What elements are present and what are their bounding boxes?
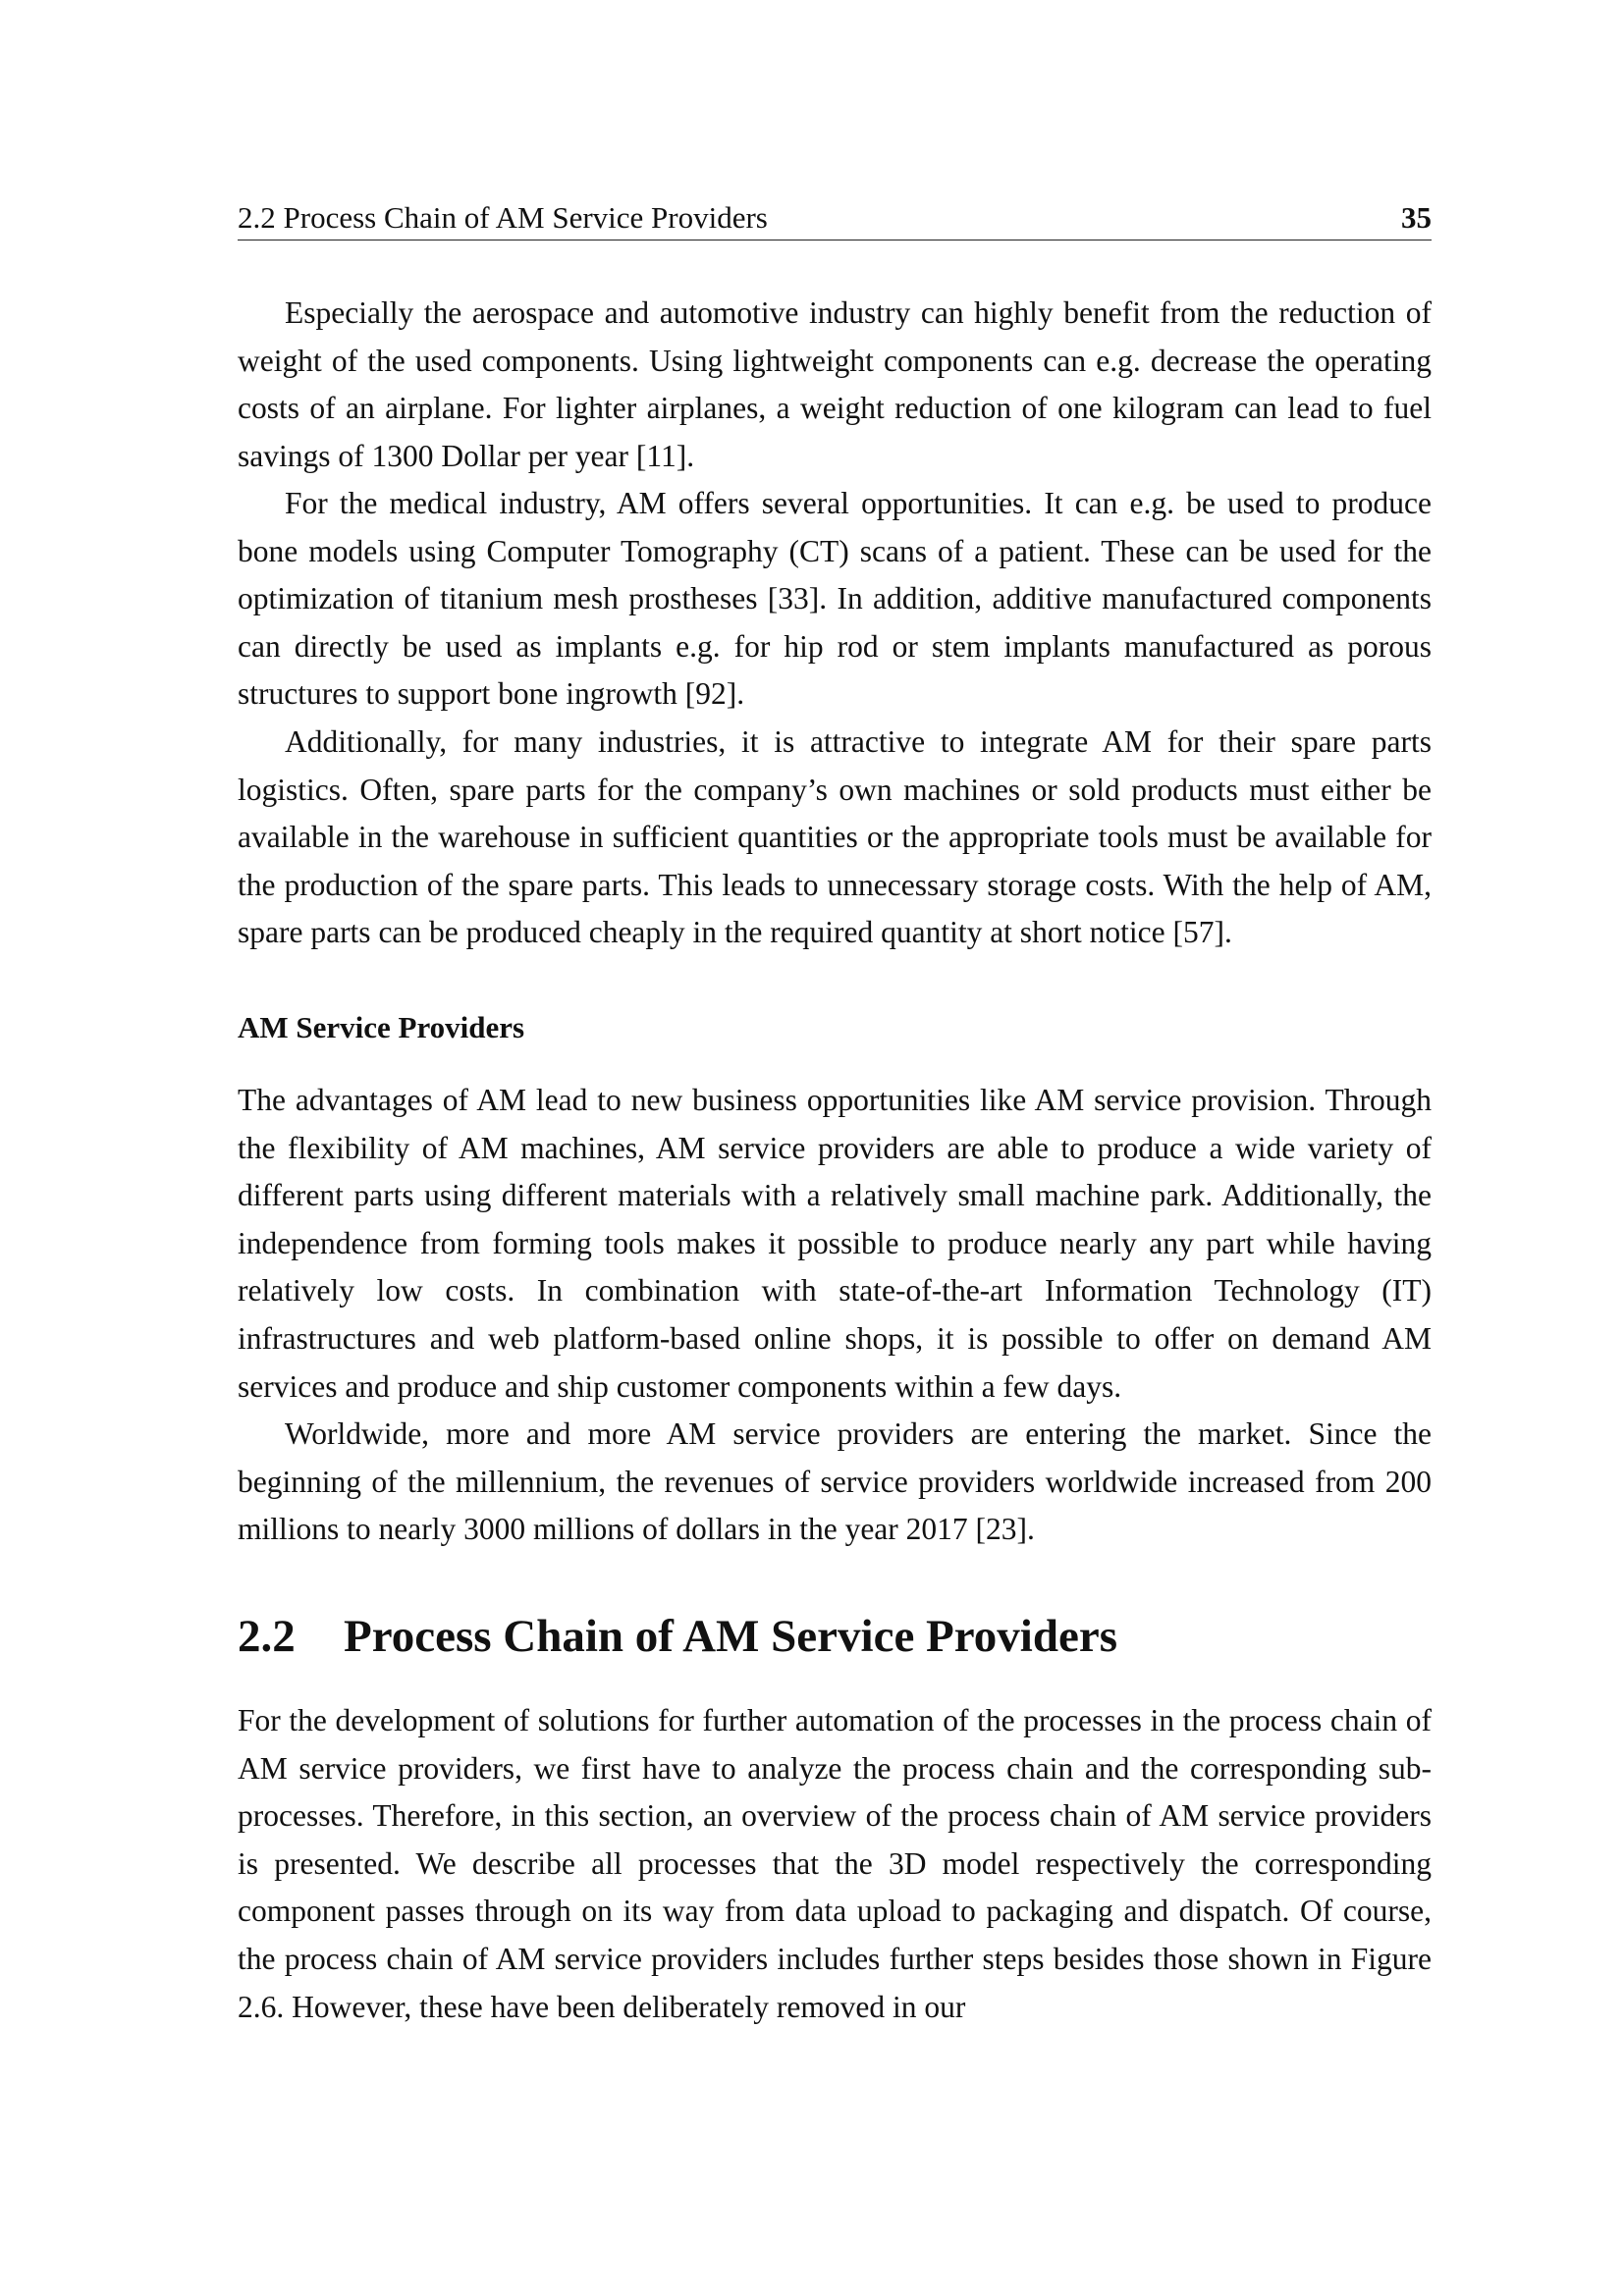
section-heading bbox=[238, 1607, 1117, 1666]
paragraph-spare-parts: Additionally, for many industries, it is attractive to integrate AM for their spare parts logistics. Often, spare parts for the company’s own machines or sold products must either be available in the warehouse in sufficient quantities or the appropriate tools must be available for the production of the spare parts. This leads to unnecessary storage costs. With the help of AM, spare parts can be produced cheaply in the required quantity at short notice [57]. bbox=[238, 724, 1432, 950]
paragraph-market-growth: Worldwide, more and more AM service providers are entering the market. Since the beginning of the millennium, the revenues of service providers worldwide increased from 200 millions to nearly 3000 millions of dollars in the year 2017 [23]. bbox=[238, 1416, 1432, 1547]
section-number: 2.2 bbox=[238, 1611, 296, 1662]
paragraph-medical: For the medical industry, AM offers several opportunities. It can e.g. be used to produce bone models using Computer Tomography (CT) scans of a patient. These can be used for the optimization of titanium mesh prostheses [33]. In addition, additive manufactured components can directly be used as implants e.g. for hip rod or stem implants manufactured as porous structures to support bone ingrowth [92]. bbox=[238, 486, 1432, 712]
running-header-title: 2.2 Process Chain of AM Service Providers bbox=[238, 200, 768, 235]
running-header bbox=[238, 196, 1432, 240]
paragraph-process-chain: For the development of solutions for further automation of the processes in the process chain of AM service providers, we first have to analyze the process chain and the corresponding sub-processes. Therefore, in this section, an overview of the process chain of AM service providers is presented. We describe all processes that the 3D model respectively the corresponding component passes through on its way from data upload to packaging and dispatch. Of course, the process chain of AM service providers includes further steps besides those shown in Figure 2.6. However, these have been deliberately removed in our bbox=[238, 1703, 1432, 2024]
page-number: 35 bbox=[1401, 200, 1432, 235]
section-title: Process Chain of AM Service Providers bbox=[344, 1611, 1117, 1662]
subsection-heading: AM Service Providers bbox=[238, 1010, 525, 1044]
paragraph-service-provision: The advantages of AM lead to new business opportunities like AM service provision. Through the flexibility of AM machines, AM service providers are able to produce a wide variety of different parts using different materials with a relatively small machine park. Additionally, the independence from forming tools makes it possible to produce nearly any part while having relatively low costs. In combination with state-of-the-art Information Technology (IT) infrastructures and web platform-based online shops, it is possible to offer on demand AM services and produce and ship customer components within a few days. bbox=[238, 1083, 1432, 1404]
paragraph-aerospace: Especially the aerospace and automotive industry can highly benefit from the reduction of weight of the used components. Using lightweight components can e.g. decrease the operating costs of an airplane. For lighter airplanes, a weight reduction of one kilogram can lead to fuel savings of 1300 Dollar per year [11]. bbox=[238, 295, 1432, 473]
